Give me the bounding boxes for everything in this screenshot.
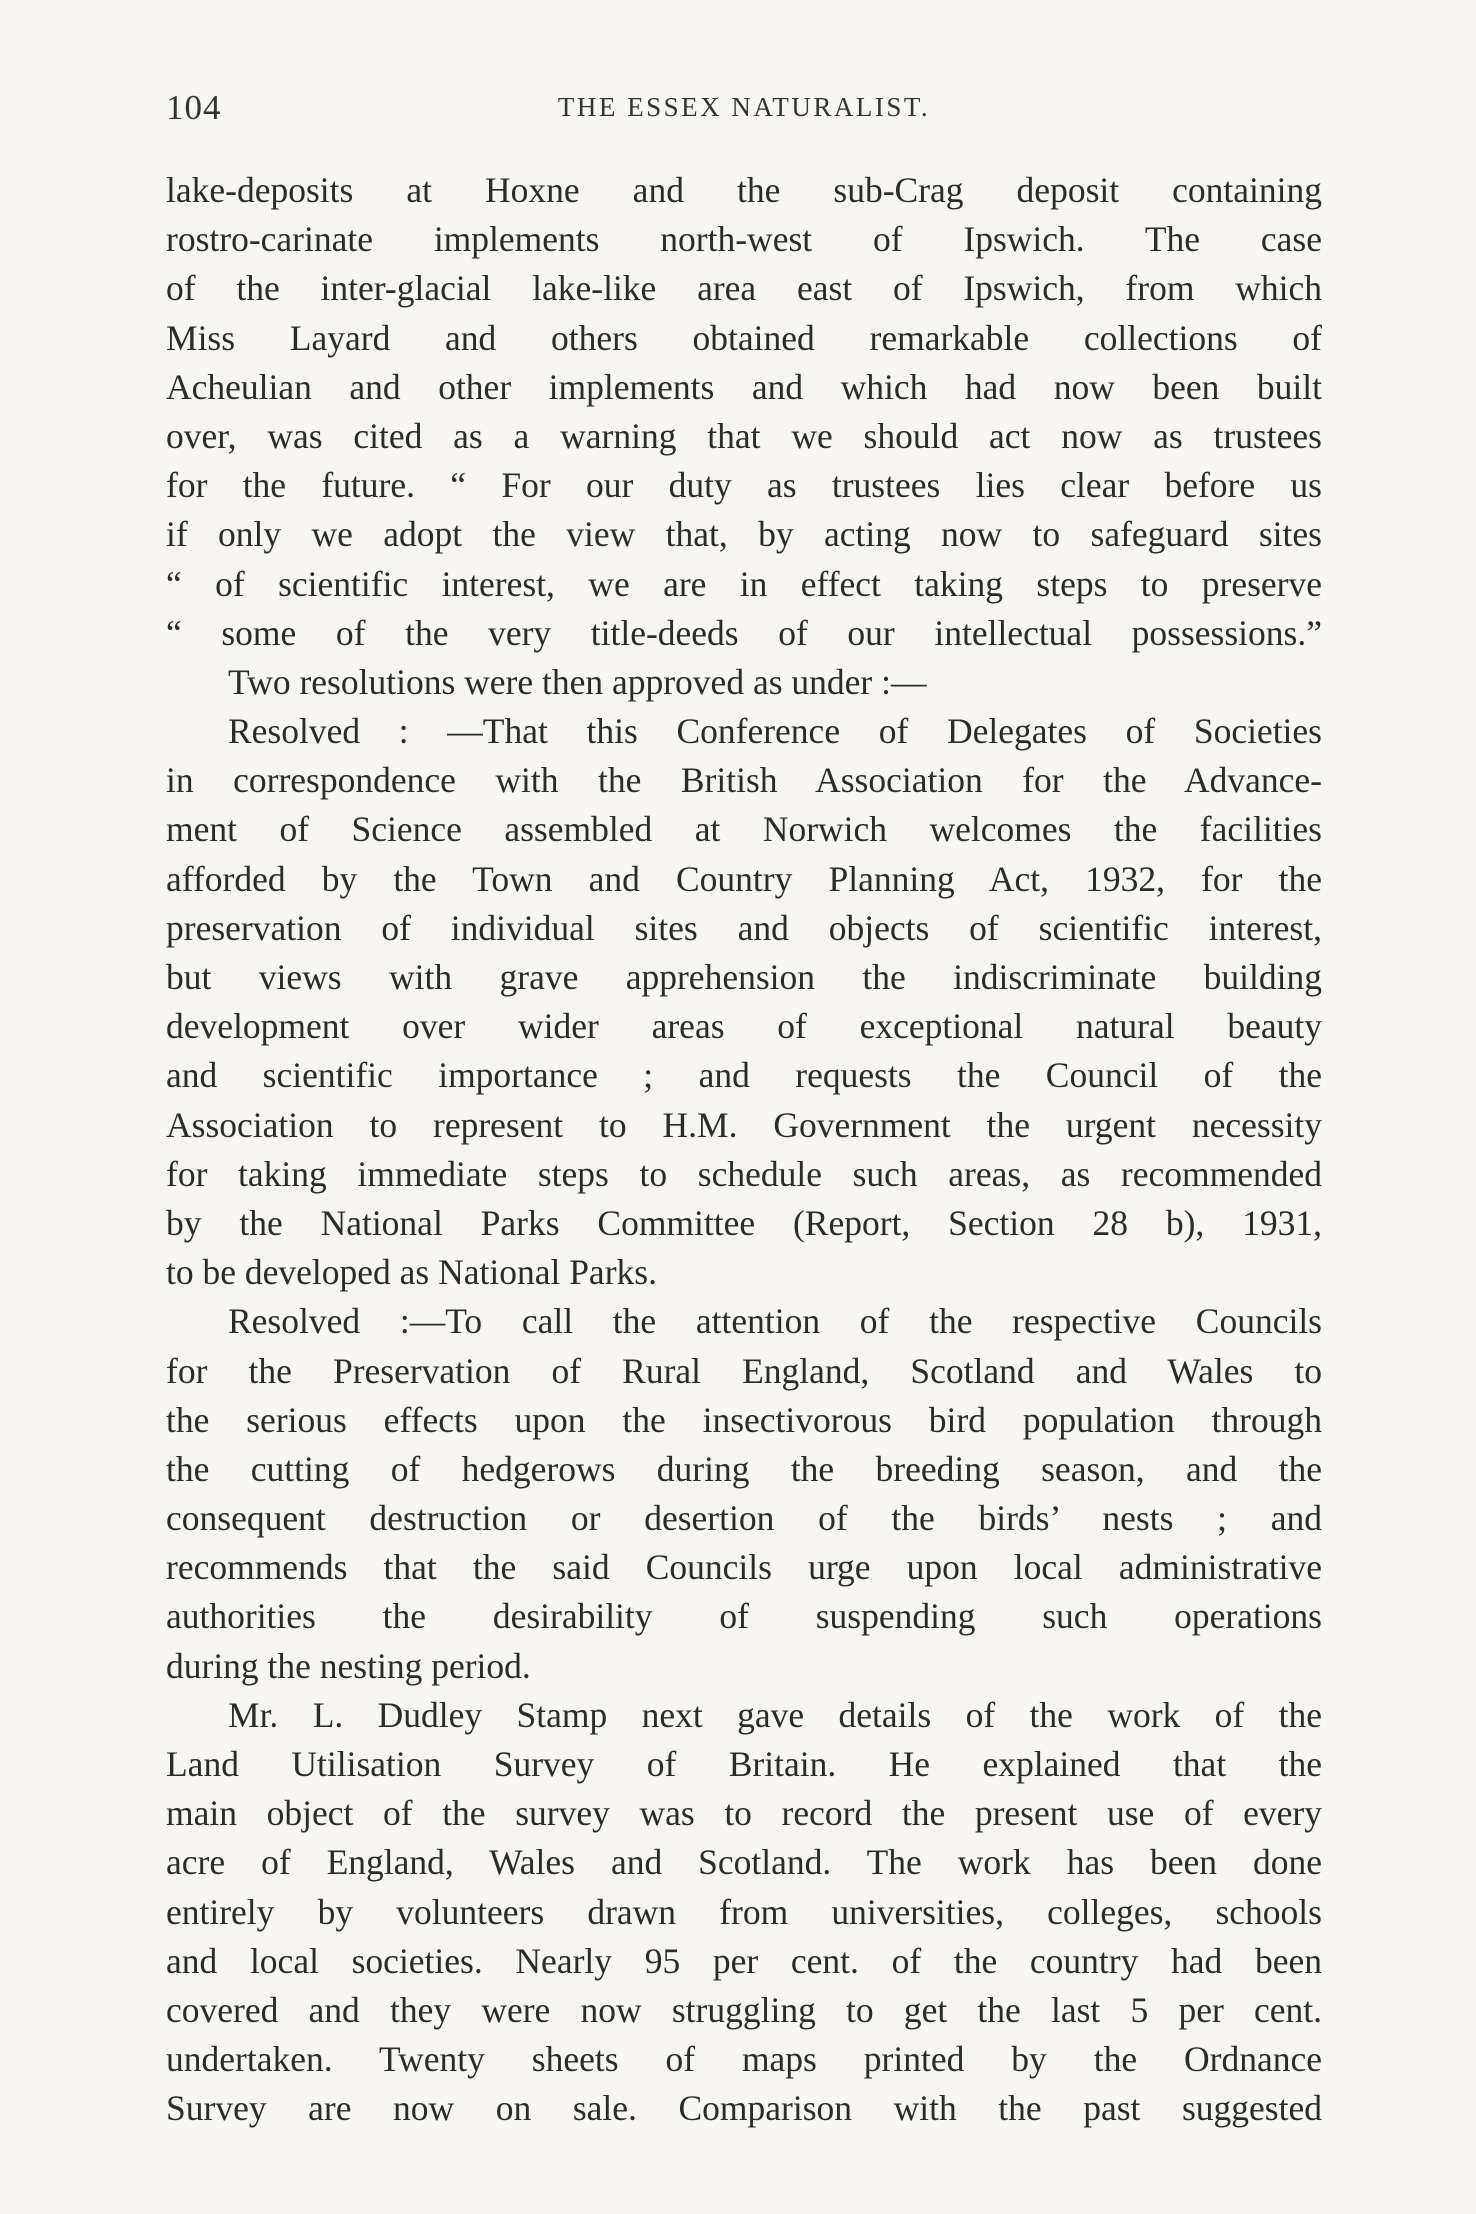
- text-line: if only we adopt the view that, by acting now to safeguard sites: [166, 514, 1322, 555]
- text-line: authorities the desirability of suspending such operations: [166, 1596, 1322, 1637]
- text-line: recommends that the said Councils urge upon local administrative: [166, 1547, 1322, 1588]
- text-line: of the inter-glacial lake-like area east of Ipswich, from which: [166, 268, 1322, 309]
- text-line: preservation of individual sites and objects of scientific interest,: [166, 907, 1322, 948]
- text-line: but views with grave apprehension the indiscriminate building: [166, 957, 1322, 997]
- text-line: main object of the survey was to record the present use of every: [166, 1793, 1322, 1834]
- running-title: THE ESSEX NATURALIST.: [557, 92, 931, 122]
- text-line: the cutting of hedgerows during the breeding season, and the: [166, 1448, 1322, 1489]
- page-header: [166, 88, 1322, 138]
- text-line: Mr. L. Dudley Stamp next gave details of the work of the: [228, 1694, 1322, 1735]
- text-line: ment of Science assembled at Norwich welcomes the facilities: [166, 809, 1322, 850]
- text-line: development over wider areas of exceptional natural beauty: [166, 1006, 1322, 1047]
- text-line: entirely by volunteers drawn from universities, colleges, schools: [166, 1891, 1322, 1932]
- text-line: Association to represent to H.M. Government the urgent necessity: [166, 1104, 1322, 1145]
- text-line: during the nesting period.: [166, 1645, 531, 1686]
- text-line: Resolved :—To call the attention of the respective Councils: [228, 1301, 1322, 1342]
- text-line: consequent destruction or desertion of the birds’ nests ; and: [166, 1498, 1322, 1539]
- text-line: Miss Layard and others obtained remarkable collections of: [166, 317, 1322, 358]
- text-line: acre of England, Wales and Scotland. The work has been done: [166, 1842, 1322, 1883]
- page-number: 104: [166, 88, 222, 127]
- text-line: over, was cited as a warning that we should act now as trustees: [166, 415, 1322, 456]
- text-line: for taking immediate steps to schedule such areas, as recommended: [166, 1153, 1322, 1194]
- text-line: to be developed as National Parks.: [166, 1252, 657, 1293]
- text-line: undertaken. Twenty sheets of maps printed by the Ordnance: [166, 2039, 1322, 2080]
- text-line: Two resolutions were then approved as under :—: [228, 661, 927, 702]
- text-line: by the National Parks Committee (Report, Section 28 b), 1931,: [166, 1202, 1322, 1243]
- text-line: covered and they were now struggling to get the last 5 per cent.: [166, 1989, 1322, 2030]
- text-line: “ some of the very title-deeds of our intellectual possessions.”: [166, 612, 1322, 653]
- text-line: afforded by the Town and Country Planning Act, 1932, for the: [166, 858, 1322, 899]
- text-line: Resolved : —That this Conference of Delegates of Societies: [228, 711, 1322, 752]
- text-line: for the future. “ For our duty as trustees lies clear before us: [166, 465, 1322, 506]
- text-line: the serious effects upon the insectivorous bird population through: [166, 1399, 1322, 1440]
- text-line: lake-deposits at Hoxne and the sub-Crag deposit containing: [166, 170, 1322, 210]
- text-line: and local societies. Nearly 95 per cent. of the country had been: [166, 1940, 1322, 1981]
- body-text: [166, 166, 1322, 2134]
- text-line: and scientific importance ; and requests the Council of the: [166, 1055, 1322, 1096]
- text-line: in correspondence with the British Association for the Advance-: [166, 760, 1322, 801]
- text-line: “ of scientific interest, we are in effect taking steps to preserve: [166, 563, 1322, 604]
- text-line: Land Utilisation Survey of Britain. He explained that the: [166, 1744, 1322, 1784]
- text-line: rostro-carinate implements north-west of Ipswich. The case: [166, 219, 1322, 260]
- text-line: for the Preservation of Rural England, Scotland and Wales to: [166, 1350, 1322, 1391]
- text-line: Survey are now on sale. Comparison with the past suggested: [166, 2088, 1322, 2129]
- text-line: Acheulian and other implements and which had now been built: [166, 366, 1322, 407]
